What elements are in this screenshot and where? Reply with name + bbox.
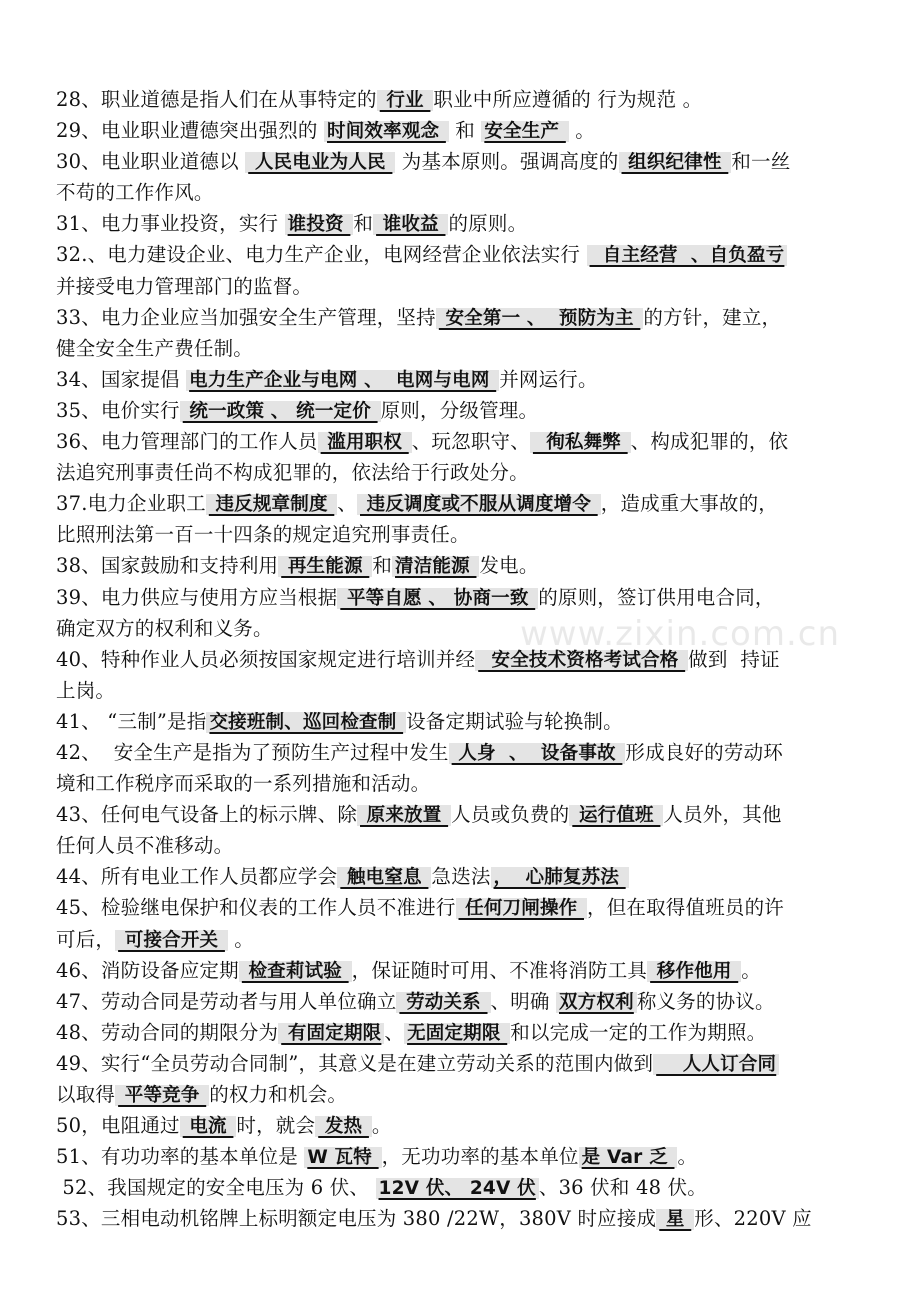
line-text: 、 [337,492,357,516]
text-line [56,1017,872,1048]
line-text: 法追究刑事责任尚不构成犯罪的，依法给于行政处分。 [56,461,529,485]
line-text: 28、职业道德是指人们在从事特定的 [56,88,377,111]
text-line [56,582,872,613]
answer-fill: W 瓦特 [304,1147,381,1168]
line-text: 形、220V 应 [694,1207,812,1231]
line-text: 人员外，其他 [663,803,782,827]
answer-fill: 星 [656,1209,694,1230]
answer-fill: 平等竞争 [115,1085,209,1106]
answer-fill: 运行值班 [569,805,663,826]
text-line [56,177,872,208]
text-line [56,146,872,177]
answer-fill: 违反规章制度 [206,494,337,515]
text-line [56,333,872,364]
line-text: 可后， [56,927,116,951]
answer-fill: 安全生产 [481,121,568,142]
line-text: 49、实行“全员劳动合同制”，其意义是在建立劳动关系的范围内做到 [56,1051,654,1075]
text-line [56,706,872,737]
line-text: 34、国家提倡 [56,367,187,391]
line-text: 、明确 [490,989,557,1013]
answer-fill: ， 心肺复苏法 [491,867,629,888]
answer-fill: 人民电业为人民 [245,152,395,173]
text-line [56,271,872,302]
line-text: ，造成重大事故的， [600,492,778,516]
line-text: 急迭法 [431,865,491,889]
line-text: 并网运行。 [499,367,598,391]
line-text: 比照刑法第一百一十四条的规定追究刑事责任。 [56,523,470,547]
line-text: 形成良好的劳动环 [625,740,783,764]
answer-fill: 检查莉试验 [239,961,352,982]
line-text: 的原则。 [448,212,528,236]
answer-fill: 安全技术资格考试合格 [475,650,688,671]
answer-fill: 无固定期限 [404,1023,510,1044]
text-line [56,1141,872,1172]
answer-fill: 违反调度或不服从调度增令 [357,494,601,515]
text-line [56,208,872,239]
text-line [56,457,872,488]
answer-fill: 发热 [315,1116,372,1137]
text-line [56,84,872,115]
line-text: 和以完成一定的工作为期照。 [510,1020,767,1044]
line-text: 30、电业职业道德以 [56,150,246,174]
line-text: 和 [448,119,482,143]
answer-fill: 任何刀闸操作 [456,898,587,919]
answer-fill: 清洁能源 [392,556,479,577]
line-text: 48、劳动合同的期限分为 [56,1020,279,1044]
text-line [56,239,872,270]
line-text: 为基本原则。强调高度的 [395,150,619,174]
text-line [56,1048,872,1079]
answer-fill: 安全第一 、 预防为主 [436,308,644,329]
answer-fill: 滥用职权 [318,432,412,453]
line-text: 做到 持证 [688,647,780,671]
line-text: 、36 伏和 48 伏。 [538,1176,707,1200]
line-text: 和一丝 [731,150,791,174]
line-text: 53、三相电动机铭牌上标明额定电压为 380 /22W，380V 时应接成 [56,1207,657,1231]
answer-fill: 双方权利 [556,992,637,1013]
line-text: 45、检验继电保护和仪表的工作人员不准进行 [56,896,456,920]
text-line [56,302,872,333]
line-text: 健全安全生产费任制。 [56,336,254,360]
text-line [56,1079,872,1110]
answer-fill: 人人订合同 [653,1054,779,1075]
answer-fill: 12V 伏、 24V 伏 [376,1178,539,1199]
text-line [56,613,872,644]
line-text: 52、我国规定的安全电压为 6 伏、 [56,1176,376,1200]
answer-fill: 行业 [377,90,434,111]
line-text: 上岗。 [56,678,116,702]
answer-fill: 有固定期限 [278,1023,384,1044]
line-text: 任何人员不准移动。 [56,834,234,858]
text-line [56,364,872,395]
line-text: 。 [371,1114,392,1138]
line-text: 50，电阻通过 [56,1114,180,1138]
watermark-text: www.zixin.com.cn [520,614,840,654]
answer-fill: 自主经营 、自负盈亏 [587,245,788,266]
answer-fill: 时间效率观念 [324,121,449,142]
answer-fill: 劳动关系 [396,992,490,1013]
answer-fill: 统一政策 、 统一定价 [180,401,381,422]
answer-fill: 电流 [180,1116,237,1137]
line-text: 46、消防设备应定期 [56,958,239,982]
text-line [56,768,872,799]
document-body [56,84,872,1234]
line-text: 境和工作税序而采取的一系列措施和活动。 [56,772,431,796]
answer-fill: 平等自愿 、 协商一致 [337,588,538,609]
line-text: 的方针，建立， [643,305,782,329]
line-text: ，保证随时可用、不准将消防工具 [351,958,648,982]
answer-fill: 触电窒息 [337,867,431,888]
line-text: 和 [353,212,374,236]
answer-fill: 谁收益 [373,214,448,235]
line-text: 以取得 [56,1083,116,1106]
answer-fill: 谁投资 [285,214,354,235]
text-line [56,737,872,768]
line-text: 人员或负费的 [451,803,570,827]
text-line [56,1110,872,1141]
line-text: 29、电业职业遭德突出强烈的 [56,119,325,143]
text-line [56,426,872,457]
text-line [56,644,872,675]
line-text: 、构成犯罪的，依 [630,430,789,454]
answer-fill: 徇私舞弊 [530,432,631,453]
line-text: 。 [227,927,255,951]
text-line [56,986,872,1017]
answer-fill: 再生能源 [278,556,372,577]
line-text: 。 [741,958,761,982]
line-text: 的原则，签订供用电合同， [538,585,775,609]
answer-fill: 移作他用 [647,961,741,982]
text-line [56,675,872,706]
line-text: 职业中所应遵循的 行为规范 。 [433,88,703,111]
line-text: 32.、电力建设企业、电力生产企业，电网经营企业依法实行 [56,243,587,267]
line-text: 不苟的工作作风。 [56,181,214,205]
line-text: 47、劳动合同是劳动者与用人单位确立 [56,989,397,1013]
line-text: ，但在取得值班员的许 [587,896,785,920]
line-text: 。 [677,1145,698,1169]
line-text: 35、电价实行 [56,398,180,422]
line-text: 。 [568,119,595,143]
line-text: ，无功功率的基本单位 [381,1145,579,1169]
text-line [56,861,872,892]
answer-fill: 人身 、 设备事故 [449,743,626,764]
line-text: 33、电力企业应当加强安全生产管理，坚持 [56,305,436,329]
answer-fill: 组织纪律性 [619,152,732,173]
line-text: 的权力和机会。 [209,1083,348,1106]
text-line [56,519,872,550]
line-text: 、 [384,1020,405,1044]
line-text: 原则，分级管理。 [380,398,539,422]
line-text: 42、 安全生产是指为了预防生产过程中发生 [56,740,449,764]
line-text: 44、所有电业工作人员都应学会 [56,865,338,889]
answer-fill: 是 Var 乏 [579,1147,678,1168]
text-line [56,1203,872,1234]
answer-fill: 原来放置 [357,805,451,826]
line-text: 40、特种作业人员必须按国家规定进行培训并经 [56,647,476,671]
line-text: 称义务的协议。 [636,989,775,1013]
line-text: 36、电力管理部门的工作人员 [56,430,318,454]
text-line [56,395,872,426]
text-line [56,830,872,861]
line-text: 31、电力事业投资，实行 [56,212,285,236]
text-line [56,799,872,830]
line-text: 发电。 [479,554,539,578]
line-text: 37.电力企业职工 [56,492,206,516]
line-text: 51、有功功率的基本单位是 [56,1145,305,1169]
answer-fill: 交接班制、巡回检查制 [206,712,406,733]
text-line [56,488,872,519]
answer-fill: 电力生产企业与电网 、 电网与电网 [186,370,499,391]
text-line [56,924,872,955]
line-text: 设备定期试验与轮换制。 [406,709,623,733]
line-text: 38、国家鼓励和支持利用 [56,554,279,578]
line-text: 、玩忽职守、 [411,430,530,454]
text-line [56,1172,872,1203]
line-text: 41、 “三制”是指 [56,709,207,733]
line-text: 和 [372,554,393,578]
line-text: 并接受电力管理部门的监督。 [56,274,313,298]
text-line [56,115,872,146]
text-line [56,955,872,986]
text-line [56,892,872,923]
line-text: 确定双方的权利和义务。 [56,616,273,640]
text-line [56,550,872,581]
answer-fill: 可接合开关 [115,930,228,951]
line-text: 39、电力供应与使用方应当根据 [56,585,338,609]
line-text: 43、任何电气设备上的标示牌、除 [56,803,358,827]
line-text: 时，就会 [236,1114,316,1138]
